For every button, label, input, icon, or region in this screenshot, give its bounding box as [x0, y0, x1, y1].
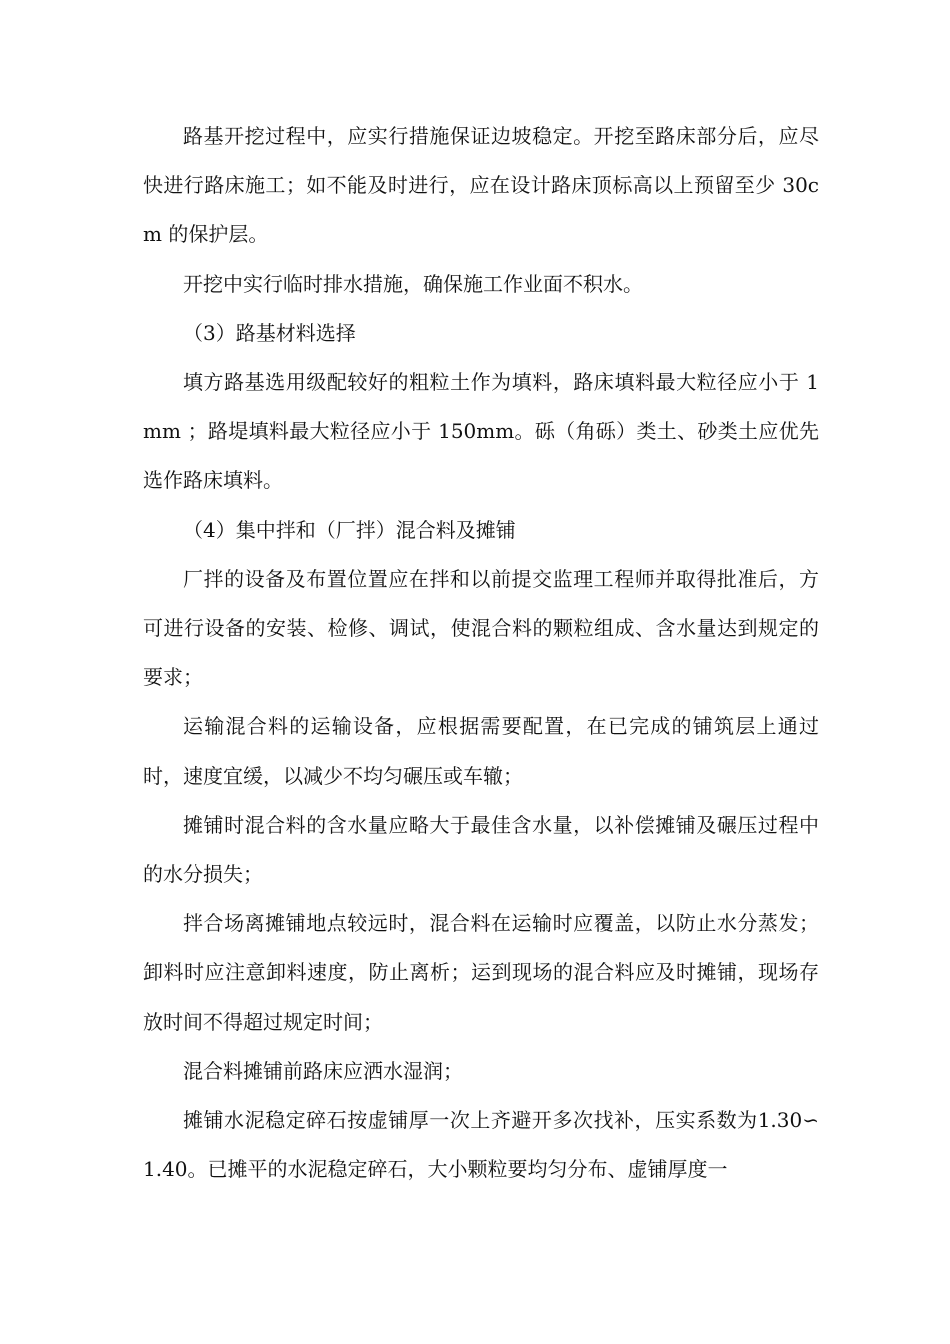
paragraph-paving-thickness: 摊铺水泥稳定碎石按虚铺厚一次上齐避开多次找补，压实系数为1.30∽1.40。已摊平的水泥稳定碎石，大小颗粒要均匀分布、虚铺厚度一 — [143, 1108, 819, 1182]
section-heading-subgrade-material: （3）路基材料选择 — [183, 320, 356, 345]
paragraph-fill-material: 填方路基选用级配较好的粗粒土作为填料，路床填料最大粒径应小于 1mm ；路堤填料最大粒径应小于 150mm。砾（角砾）类土、砂类土应优先选作路床填料。 — [143, 370, 819, 493]
section-heading-central-mixing: （4）集中拌和（厂拌）混合料及摊铺 — [183, 517, 516, 542]
document-body — [143, 112, 819, 1194]
paragraph-transport-cover: 拌合场离摊铺地点较远时，混合料在运输时应覆盖，以防止水分蒸发；卸料时应注意卸料速度，防止离析；运到现场的混合料应及时摊铺，现场存放时间不得超过规定时间； — [143, 911, 819, 1034]
paragraph-moisture-content: 摊铺时混合料的含水量应略大于最佳含水量，以补偿摊铺及碾压过程中的水分损失； — [143, 812, 819, 887]
paragraph-transport-equipment: 运输混合料的运输设备，应根据需要配置，在已完成的铺筑层上通过时，速度宜缓，以减少不均匀碾压或车辙； — [143, 714, 819, 788]
paragraph-plant-equipment: 厂拌的设备及布置位置应在拌和以前提交监理工程师并取得批准后，方可进行设备的安装、检修、调试，使混合料的颗粒组成、含水量达到规定的要求； — [143, 566, 819, 690]
paragraph-wetting-subgrade: 混合料摊铺前路床应洒水湿润； — [183, 1058, 463, 1083]
paragraph-temporary-drainage: 开挖中实行临时排水措施，确保施工作业面不积水。 — [183, 271, 643, 296]
paragraph-subgrade-excavation: 路基开挖过程中，应实行措施保证边坡稳定。开挖至路床部分后，应尽快进行路床施工；如不能及时进行，应在设计路床顶标高以上预留至少 30cm 的保护层。 — [143, 124, 819, 247]
